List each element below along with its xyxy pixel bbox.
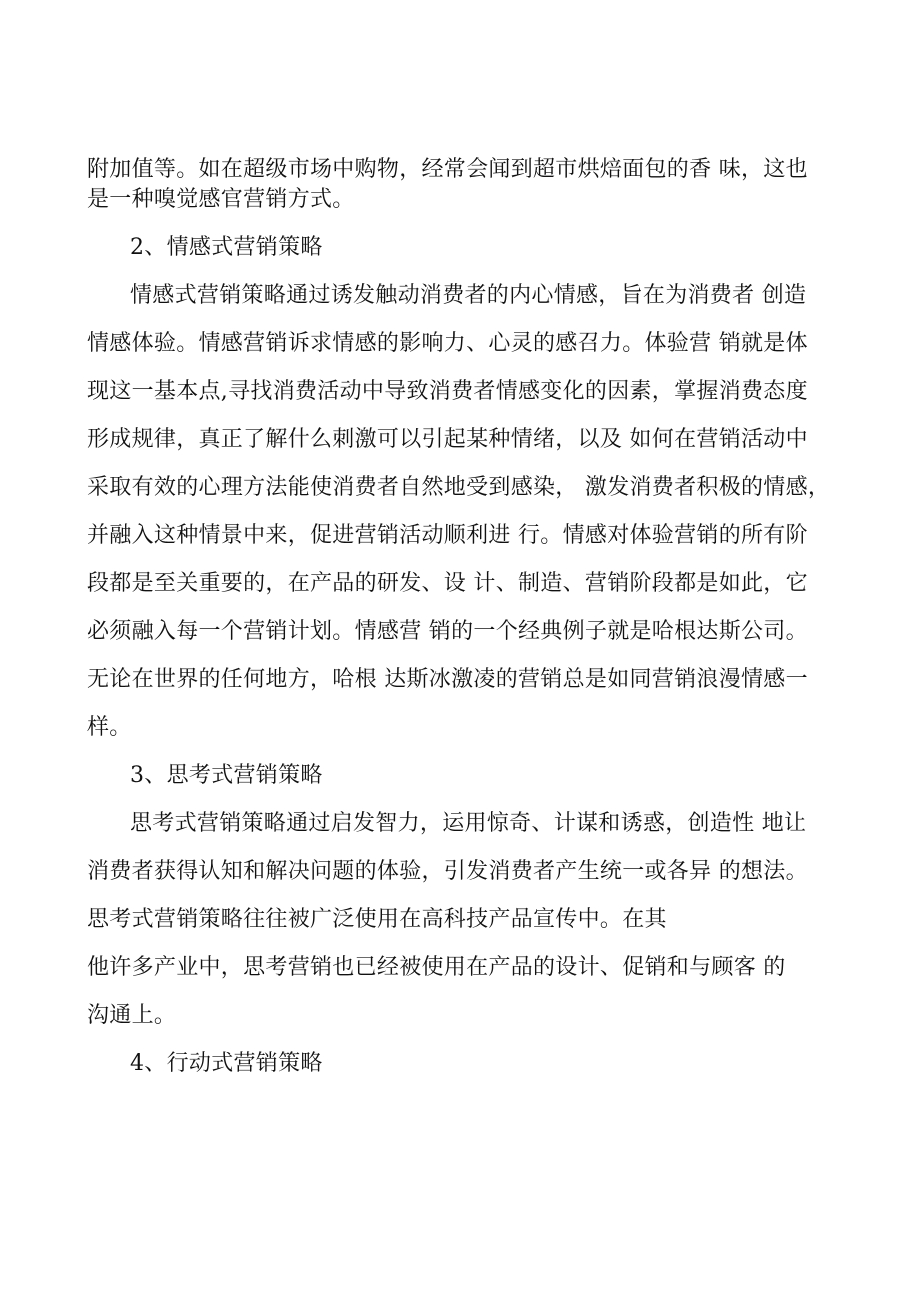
paragraph-line: 思考式营销策略通过启发智力，运用惊奇、计谋和诱惑，创造性 地让	[130, 811, 807, 836]
paragraph-line: 无论在世界的任何地方，哈根 达斯冰激凌的营销总是如同营销浪漫情感一	[87, 667, 808, 692]
paragraph-line: 情感式营销策略通过诱发触动消费者的内心情感，旨在为消费者 创造	[130, 283, 807, 308]
paragraph-line: 采取有效的心理方法能使消费者自然地受到感染， 激发消费者积极的情感，	[87, 475, 831, 500]
paragraph-line: 样。	[87, 715, 132, 740]
paragraph-line: 是一种嗅觉感官营销方式。	[87, 187, 355, 212]
paragraph-line: 沟通上。	[87, 1003, 177, 1028]
section-heading-3: 3、思考式营销策略	[130, 763, 323, 788]
paragraph-line: 附加值等。如在超级市场中购物，经常会闻到超市烘焙面包的香 味，这也	[87, 157, 808, 182]
paragraph-line: 情感体验。情感营销诉求情感的影响力、心灵的感召力。体验营 销就是体	[87, 331, 808, 356]
section-heading-2: 2、情感式营销策略	[130, 235, 323, 260]
paragraph-line: 思考式营销策略往往被广泛使用在高科技产品宣传中。在其	[87, 907, 667, 932]
paragraph-line: 他许多产业中，思考营销也已经被使用在产品的设计、促销和与顾客 的	[87, 955, 786, 980]
section-heading-4: 4、行动式营销策略	[130, 1051, 323, 1076]
paragraph-line: 现这一基本点,寻找消费活动中导致消费者情感变化的因素，掌握消费态度	[87, 379, 808, 404]
paragraph-line: 消费者获得认知和解决问题的体验，引发消费者产生统一或各异 的想法。	[87, 859, 808, 884]
paragraph-line: 形成规律，真正了解什么刺激可以引起某种情绪，以及 如何在营销活动中	[87, 427, 808, 452]
paragraph-line: 并融入这种情景中来，促进营销活动顺利进 行。情感对体验营销的所有阶	[87, 523, 808, 548]
paragraph-line: 必须融入每一个营销计划。情感营 销的一个经典例子就是哈根达斯公司。	[87, 619, 808, 644]
paragraph-line: 段都是至关重要的，在产品的研发、设 计、制造、营销阶段都是如此，它	[87, 571, 808, 596]
